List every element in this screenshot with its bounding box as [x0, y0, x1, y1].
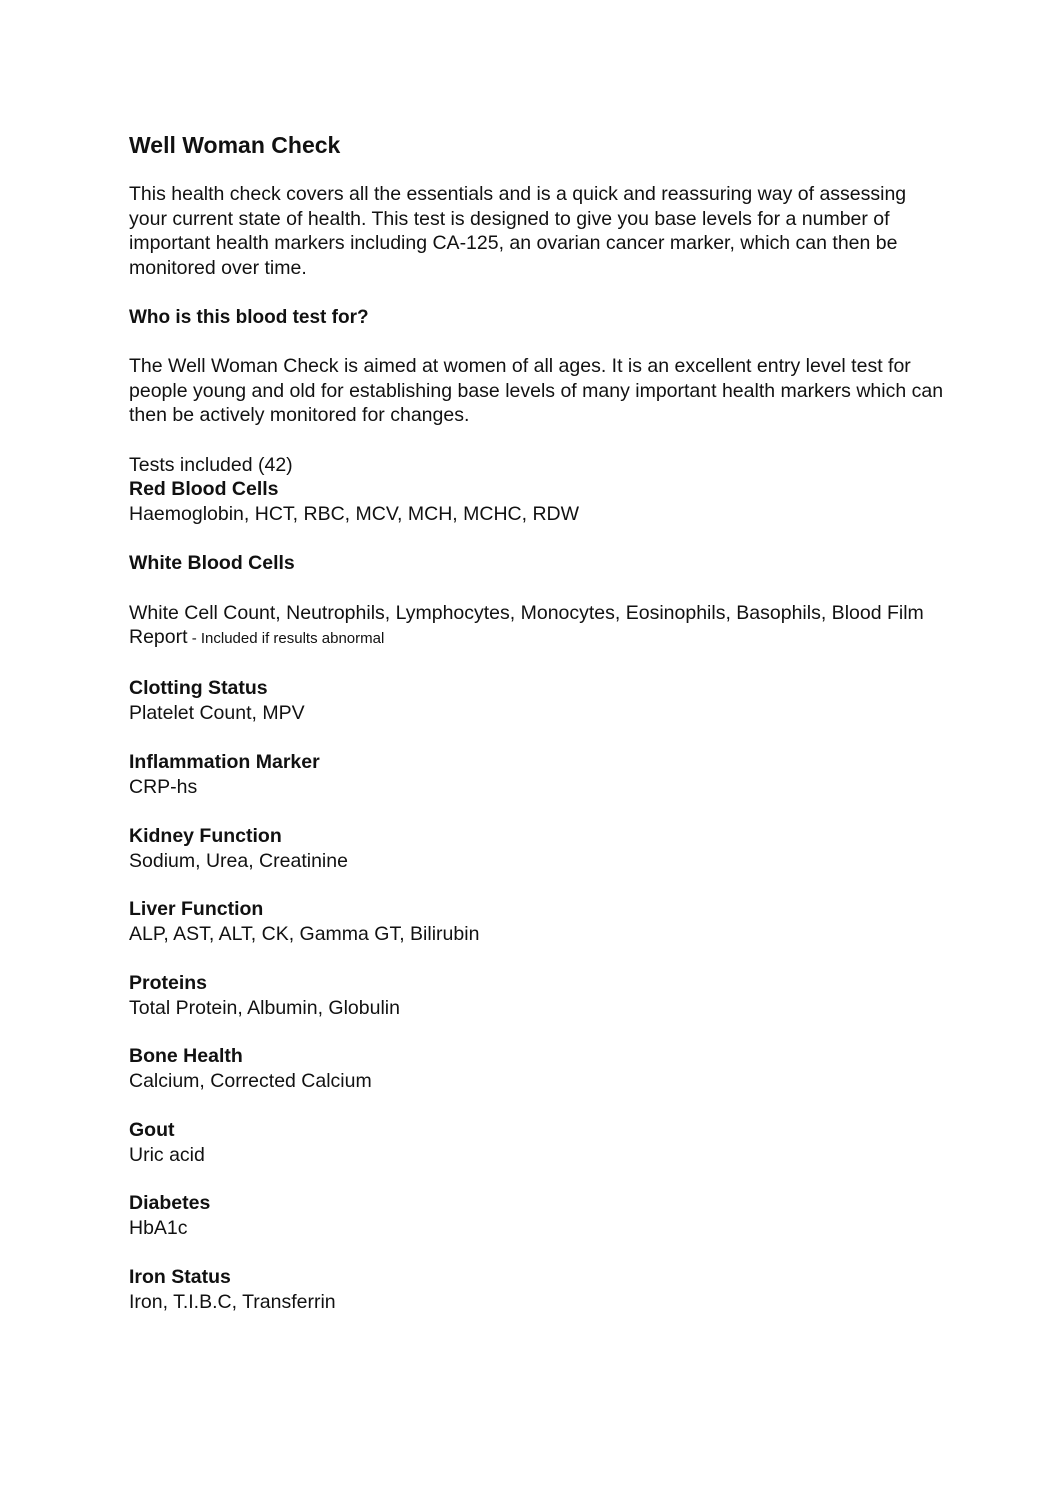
audience-heading: Who is this blood test for?: [129, 307, 369, 328]
section-items: Iron, T.I.B.C, Transferrin: [129, 1290, 336, 1313]
section-clotting-status: [129, 676, 949, 725]
page-title: Well Woman Check: [129, 132, 341, 158]
section-note: - Included if results abnormal: [187, 630, 385, 647]
section-title: White Blood Cells: [129, 552, 295, 574]
section-items: Total Protein, Albumin, Globulin: [129, 996, 400, 1019]
tests-count: Tests included (42): [129, 454, 293, 476]
section-kidney-function: [129, 824, 949, 873]
section-liver-function: [129, 897, 949, 946]
section-title: Inflammation Marker: [129, 751, 320, 773]
section-items: HbA1c: [129, 1216, 188, 1239]
section-gout: [129, 1118, 949, 1167]
section-red-blood-cells: [129, 477, 949, 526]
section-inflammation-marker: [129, 750, 949, 799]
section-items: Haemoglobin, HCT, RBC, MCV, MCH, MCHC, RDW: [129, 502, 580, 525]
section-items: Calcium, Corrected Calcium: [129, 1069, 372, 1092]
section-title: Diabetes: [129, 1192, 211, 1214]
section-proteins: [129, 971, 949, 1020]
section-bone-health: [129, 1044, 949, 1093]
section-items-wrap: [129, 601, 949, 652]
section-items: ALP, AST, ALT, CK, Gamma GT, Bilirubin: [129, 922, 480, 945]
section-iron-status: [129, 1265, 949, 1314]
section-white-blood-cells: [129, 551, 949, 652]
section-title: Proteins: [129, 972, 208, 994]
audience-paragraph: The Well Woman Check is aimed at women of all ages. It is an excellent entry level test for people young and old for establishing base levels of many important health markers which can then be actively monitored for changes.: [129, 355, 944, 426]
section-title: Bone Health: [129, 1045, 243, 1067]
section-items: Platelet Count, MPV: [129, 701, 305, 724]
section-title: Red Blood Cells: [129, 478, 279, 500]
section-items: Sodium, Urea, Creatinine: [129, 849, 348, 872]
section-title: Kidney Function: [129, 825, 282, 847]
section-title: Liver Function: [129, 898, 264, 920]
section-items: CRP-hs: [129, 775, 198, 798]
section-items: White Cell Count, Neutrophils, Lymphocytes, Monocytes, Eosinophils, Basophils, Blood Film Report: [129, 601, 924, 648]
section-items: Uric acid: [129, 1143, 205, 1166]
section-title: Iron Status: [129, 1266, 231, 1288]
section-title: Clotting Status: [129, 677, 268, 699]
intro-paragraph: This health check covers all the essentials and is a quick and reassuring way of assessing your current state of health. This test is designed to give you base levels for a number of important health markers including CA-125, an ovarian cancer marker, which can then be monitored over time.: [129, 183, 907, 279]
section-diabetes: [129, 1191, 949, 1240]
section-title: Gout: [129, 1119, 175, 1141]
